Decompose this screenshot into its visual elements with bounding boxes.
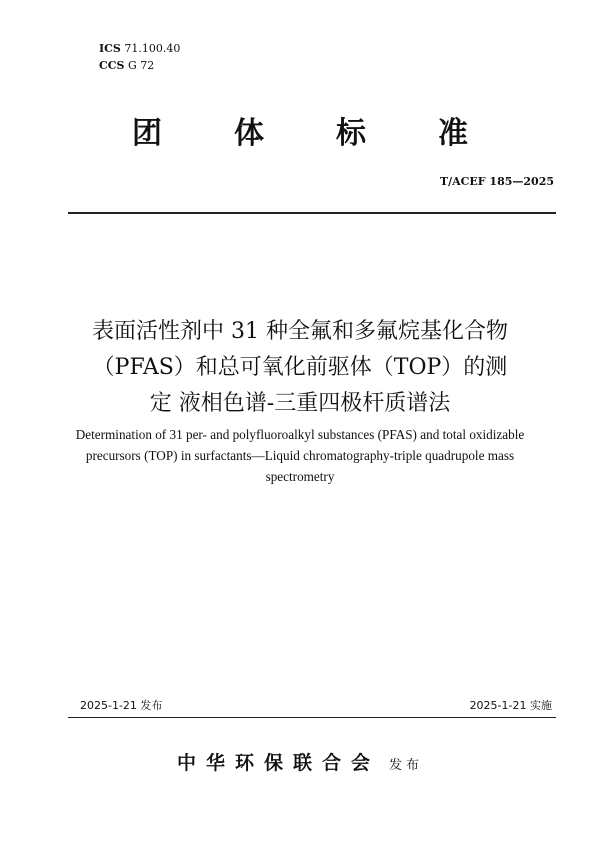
ccs-label: CCS <box>99 59 125 72</box>
chinese-title-line: 定 液相色谱-三重四极杆质谱法 <box>149 391 451 416</box>
ccs-code <box>99 57 180 74</box>
bottom-divider <box>68 717 556 718</box>
english-title-line: Determination of 31 per- and polyfluoroalkyl substances (PFAS) and total oxidizable <box>75 427 525 442</box>
issue-date: 2025-1-21 发布 <box>80 699 163 712</box>
standard-category <box>0 108 600 152</box>
english-title-line: precursors (TOP) in surfactants—Liquid chromatography-triple quadrupole mass <box>85 448 515 463</box>
chinese-title <box>50 314 550 422</box>
english-title <box>50 424 550 487</box>
category-char: 团 <box>132 116 162 151</box>
implement-date: 2025-1-21 实施 <box>469 699 552 712</box>
chinese-title-line: 表面活性剂中 31 种全氟和多氟烷基化合物 <box>92 319 508 344</box>
issuer <box>0 748 600 775</box>
top-divider <box>68 212 556 214</box>
category-char: 体 <box>234 116 264 151</box>
chinese-title-line: （PFAS）和总可氧化前驱体（TOP）的测 <box>92 355 508 380</box>
category-char: 准 <box>438 116 468 151</box>
ics-value: 71.100.40 <box>124 42 181 55</box>
ics-label: ICS <box>99 42 121 55</box>
issuer-publish: 发布 <box>389 758 424 773</box>
issuer-org: 中华环保联合会 <box>176 752 380 774</box>
date-row <box>80 697 552 713</box>
english-title-line: spectrometry <box>265 469 335 484</box>
ics-code <box>99 40 180 57</box>
standard-number: T/ACEF 185—2025 <box>439 175 554 188</box>
category-char: 标 <box>336 116 366 151</box>
ccs-value: G 72 <box>127 59 155 72</box>
classification-codes <box>99 40 180 74</box>
